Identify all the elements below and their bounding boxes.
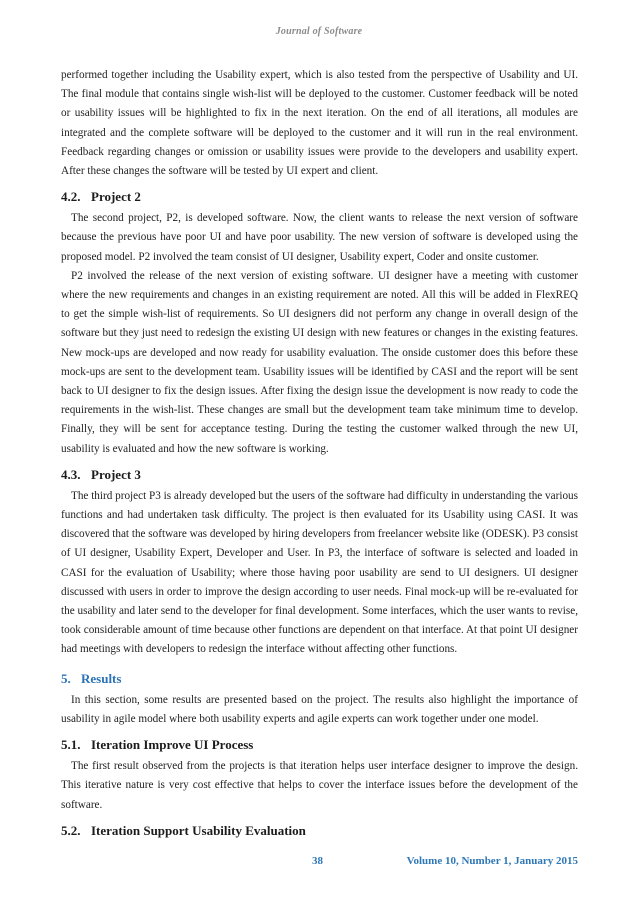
section-title: Results [81,670,122,686]
section-heading-4-2 [61,188,578,206]
paragraph: The third project P3 is already developed but the users of the software had difficulty in understanding the various functions and had undertaken task difficulty. The project is then evaluated for its Usability using CASI. It was discovered that the software was developed by hiring developers from freelancer website like (ODESK). P3 consist of UI designer, Usability Expert, Developer and User. In P3, the interface of software is selected and loaded in CASI for the evaluation of Usability; where those having poor usability are send to UI designers. UI designer discussed with users in order to improve the design according to user needs. Final mock-up will be re-evaluated for the usability and later send to the developer for final development. Some interfaces, which the user wants to revise, took considerable amount of time because other functions are dependent on that interface. At that point UI designer had meetings with developers to redesign the interface without affecting other functions. [61,489,578,656]
section-title: Project 2 [91,189,141,205]
section-number: 4.2. [61,189,81,205]
section-title: Iteration Improve UI Process [91,737,254,753]
volume-info: Volume 10, Number 1, January 2015 [406,855,578,867]
section-heading-5-2 [61,822,578,840]
section-title: Iteration Support Usability Evaluation [91,822,306,838]
section-number: 5.1. [61,737,81,753]
page-number: 38 [312,855,323,867]
section-heading-5 [61,670,578,688]
paragraph: In this section, some results are presented based on the project. The results also highlight the importance of usability in agile model where both usability experts and agile experts can work together under one model. [61,693,578,725]
section-heading-5-1 [61,736,578,754]
article-body [61,66,578,843]
section-title: Project 3 [91,466,141,482]
section-number: 4.3. [61,466,81,482]
journal-header: Journal of Software [275,26,363,37]
paragraph: The first result observed from the projects is that iteration helps user interface designer to improve the design. This iterative nature is very cost effective that helps to cover the interface issues before the development of the software. [61,760,578,811]
paragraph: P2 involved the release of the next version of existing software. UI designer have a meeting with customer where the new requirements and changes in an existing requirement are noted. All this will be added in FlexREQ to get the simple wish-list of requirements. So UI designers did not perform any change in overall design of the software but they just need to redesign the existing UI design with new features or changes in the existing features. New mock-ups are developed and now ready for usability evaluation. The onside customer does this before these mock-ups are sent to the development team. Usability issues will be identified by CASI and the report will be sent back to UI designer to fix the design issues. After fixing the design issue the development is now ready to code the requirements in the wish-list. These changes are small but the development team take minimum time to develop. Finally, they will be sent for acceptance testing. During the testing the customer walked through the new UI, usability is evaluated and how the new software is working. [61,269,578,455]
section-heading-4-3 [61,466,578,484]
paragraph: The second project, P2, is developed software. Now, the client wants to release the next version of software because the previous have poor UI and have poor usability. The new version of software is developed using the proposed model. P2 involved the team consist of UI designer, Usability expert, Coder and onsite customer. [61,212,578,263]
section-number: 5. [61,670,71,686]
section-number: 5.2. [61,822,81,838]
paragraph: performed together including the Usability expert, which is also tested from the perspective of Usability and UI. The final module that contains single wish-list will be deployed to the customer. Customer feedback will be noted or usability issues will be highlighted to fix in the next iteration. On the end of all iterations, all modules are integrated and the complete software will be deployed to the customer and it will run in the real environment. Feedback regarding changes or omission or usability issues were provide to the developers and usability expert. After these changes the software will be tested by UI expert and client. [61,69,578,178]
